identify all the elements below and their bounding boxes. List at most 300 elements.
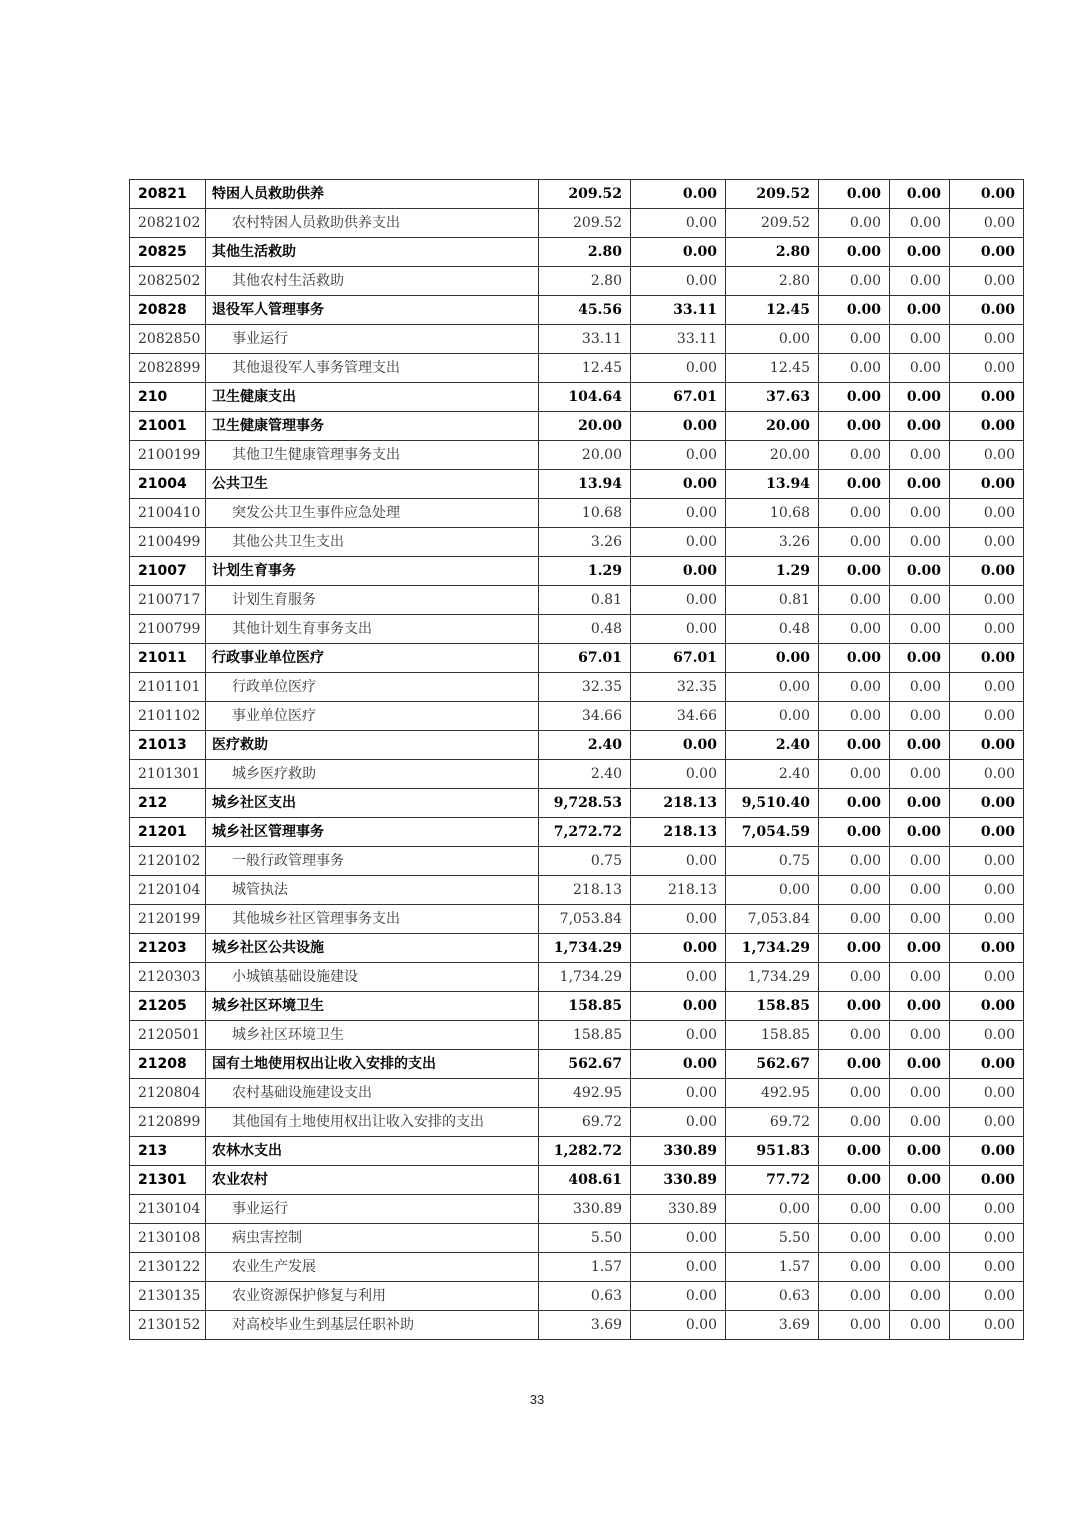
cell-code: 2100410 (130, 499, 206, 528)
cell-col6: 0.00 (950, 441, 1024, 470)
table-row (130, 1282, 1024, 1311)
cell-col6: 0.00 (950, 760, 1024, 789)
cell-code: 21007 (130, 557, 206, 586)
cell-col5: 0.00 (890, 383, 950, 412)
cell-col4: 0.00 (819, 1311, 890, 1340)
table-row (130, 1311, 1024, 1340)
page-number: 33 (529, 1392, 545, 1407)
cell-col5: 0.00 (890, 847, 950, 876)
cell-col4: 0.00 (819, 296, 890, 325)
cell-basic: 330.89 (631, 1166, 726, 1195)
cell-total: 158.85 (539, 992, 631, 1021)
cell-name: 城乡社区公共设施 (206, 934, 539, 963)
cell-total: 0.81 (539, 586, 631, 615)
cell-project: 12.45 (726, 354, 819, 383)
table-row (130, 470, 1024, 499)
cell-total: 209.52 (539, 209, 631, 238)
cell-name: 事业运行 (206, 1195, 539, 1224)
cell-col4: 0.00 (819, 1021, 890, 1050)
cell-project: 2.80 (726, 238, 819, 267)
cell-total: 1,734.29 (539, 963, 631, 992)
cell-project: 77.72 (726, 1166, 819, 1195)
cell-name: 公共卫生 (206, 470, 539, 499)
cell-col4: 0.00 (819, 963, 890, 992)
cell-basic: 0.00 (631, 499, 726, 528)
cell-col4: 0.00 (819, 557, 890, 586)
cell-name: 其他国有土地使用权出让收入安排的支出 (206, 1108, 539, 1137)
cell-col6: 0.00 (950, 528, 1024, 557)
cell-col5: 0.00 (890, 876, 950, 905)
cell-code: 2130108 (130, 1224, 206, 1253)
cell-col4: 0.00 (819, 1050, 890, 1079)
cell-col6: 0.00 (950, 557, 1024, 586)
cell-code: 2100799 (130, 615, 206, 644)
cell-code: 2082899 (130, 354, 206, 383)
cell-name: 城乡社区支出 (206, 789, 539, 818)
cell-col4: 0.00 (819, 934, 890, 963)
cell-name: 农业农村 (206, 1166, 539, 1195)
cell-basic: 34.66 (631, 702, 726, 731)
cell-basic: 0.00 (631, 1050, 726, 1079)
cell-project: 12.45 (726, 296, 819, 325)
cell-total: 12.45 (539, 354, 631, 383)
cell-project: 1,734.29 (726, 963, 819, 992)
cell-col4: 0.00 (819, 383, 890, 412)
cell-col6: 0.00 (950, 1137, 1024, 1166)
cell-name: 一般行政管理事务 (206, 847, 539, 876)
cell-code: 2130135 (130, 1282, 206, 1311)
cell-col5: 0.00 (890, 267, 950, 296)
cell-col5: 0.00 (890, 325, 950, 354)
table-row (130, 934, 1024, 963)
cell-col6: 0.00 (950, 1311, 1024, 1340)
cell-name: 城管执法 (206, 876, 539, 905)
cell-total: 158.85 (539, 1021, 631, 1050)
cell-code: 2120303 (130, 963, 206, 992)
cell-basic: 0.00 (631, 441, 726, 470)
cell-col5: 0.00 (890, 615, 950, 644)
cell-name: 其他公共卫生支出 (206, 528, 539, 557)
table-row (130, 296, 1024, 325)
cell-code: 21013 (130, 731, 206, 760)
cell-col6: 0.00 (950, 1166, 1024, 1195)
cell-total: 10.68 (539, 499, 631, 528)
cell-col6: 0.00 (950, 267, 1024, 296)
table-row (130, 673, 1024, 702)
cell-col6: 0.00 (950, 209, 1024, 238)
cell-name: 农林水支出 (206, 1137, 539, 1166)
table-row (130, 1021, 1024, 1050)
cell-basic: 0.00 (631, 992, 726, 1021)
cell-basic: 0.00 (631, 934, 726, 963)
cell-col4: 0.00 (819, 847, 890, 876)
cell-total: 408.61 (539, 1166, 631, 1195)
cell-basic: 0.00 (631, 180, 726, 209)
table-row (130, 789, 1024, 818)
cell-basic: 330.89 (631, 1137, 726, 1166)
cell-col4: 0.00 (819, 1282, 890, 1311)
cell-total: 32.35 (539, 673, 631, 702)
cell-total: 20.00 (539, 412, 631, 441)
cell-name: 计划生育服务 (206, 586, 539, 615)
table-row (130, 267, 1024, 296)
cell-total: 13.94 (539, 470, 631, 499)
cell-basic: 0.00 (631, 412, 726, 441)
cell-total: 2.40 (539, 731, 631, 760)
table-row (130, 992, 1024, 1021)
cell-project: 5.50 (726, 1224, 819, 1253)
cell-col5: 0.00 (890, 702, 950, 731)
cell-col4: 0.00 (819, 1166, 890, 1195)
cell-code: 20828 (130, 296, 206, 325)
cell-col5: 0.00 (890, 673, 950, 702)
cell-col5: 0.00 (890, 1050, 950, 1079)
cell-col4: 0.00 (819, 180, 890, 209)
cell-total: 9,728.53 (539, 789, 631, 818)
cell-col6: 0.00 (950, 238, 1024, 267)
cell-project: 1.57 (726, 1253, 819, 1282)
cell-col5: 0.00 (890, 1021, 950, 1050)
cell-basic: 218.13 (631, 818, 726, 847)
table-row (130, 1108, 1024, 1137)
cell-col6: 0.00 (950, 673, 1024, 702)
cell-basic: 0.00 (631, 209, 726, 238)
cell-code: 212 (130, 789, 206, 818)
cell-total: 2.40 (539, 760, 631, 789)
cell-col5: 0.00 (890, 499, 950, 528)
cell-col4: 0.00 (819, 267, 890, 296)
table-row (130, 1050, 1024, 1079)
cell-basic: 0.00 (631, 470, 726, 499)
cell-col5: 0.00 (890, 1282, 950, 1311)
cell-name: 行政单位医疗 (206, 673, 539, 702)
cell-col5: 0.00 (890, 1224, 950, 1253)
cell-col4: 0.00 (819, 702, 890, 731)
cell-col4: 0.00 (819, 1137, 890, 1166)
cell-col4: 0.00 (819, 1253, 890, 1282)
cell-col4: 0.00 (819, 1079, 890, 1108)
cell-code: 213 (130, 1137, 206, 1166)
cell-name: 医疗救助 (206, 731, 539, 760)
table-row (130, 528, 1024, 557)
cell-col4: 0.00 (819, 499, 890, 528)
cell-basic: 0.00 (631, 267, 726, 296)
cell-basic: 0.00 (631, 586, 726, 615)
cell-col6: 0.00 (950, 180, 1024, 209)
cell-total: 209.52 (539, 180, 631, 209)
cell-project: 209.52 (726, 209, 819, 238)
cell-code: 21001 (130, 412, 206, 441)
cell-project: 9,510.40 (726, 789, 819, 818)
table-row (130, 1166, 1024, 1195)
cell-code: 2082102 (130, 209, 206, 238)
cell-project: 7,053.84 (726, 905, 819, 934)
cell-col5: 0.00 (890, 1195, 950, 1224)
cell-project: 209.52 (726, 180, 819, 209)
cell-col6: 0.00 (950, 847, 1024, 876)
cell-project: 0.63 (726, 1282, 819, 1311)
cell-col4: 0.00 (819, 731, 890, 760)
cell-code: 20825 (130, 238, 206, 267)
cell-code: 21203 (130, 934, 206, 963)
cell-project: 3.69 (726, 1311, 819, 1340)
cell-col5: 0.00 (890, 731, 950, 760)
cell-col4: 0.00 (819, 325, 890, 354)
cell-basic: 0.00 (631, 238, 726, 267)
cell-project: 951.83 (726, 1137, 819, 1166)
cell-col6: 0.00 (950, 383, 1024, 412)
cell-col5: 0.00 (890, 1311, 950, 1340)
cell-basic: 0.00 (631, 1282, 726, 1311)
cell-total: 34.66 (539, 702, 631, 731)
cell-col4: 0.00 (819, 1195, 890, 1224)
cell-col6: 0.00 (950, 905, 1024, 934)
cell-code: 20821 (130, 180, 206, 209)
cell-name: 其他卫生健康管理事务支出 (206, 441, 539, 470)
cell-col4: 0.00 (819, 615, 890, 644)
cell-code: 2101102 (130, 702, 206, 731)
cell-name: 卫生健康支出 (206, 383, 539, 412)
cell-total: 2.80 (539, 238, 631, 267)
cell-col4: 0.00 (819, 412, 890, 441)
cell-code: 2101101 (130, 673, 206, 702)
cell-col5: 0.00 (890, 934, 950, 963)
cell-project: 3.26 (726, 528, 819, 557)
cell-basic: 0.00 (631, 760, 726, 789)
cell-basic: 0.00 (631, 354, 726, 383)
cell-name: 病虫害控制 (206, 1224, 539, 1253)
cell-col4: 0.00 (819, 354, 890, 383)
cell-basic: 0.00 (631, 847, 726, 876)
cell-name: 国有土地使用权出让收入安排的支出 (206, 1050, 539, 1079)
cell-name: 行政事业单位医疗 (206, 644, 539, 673)
cell-col5: 0.00 (890, 412, 950, 441)
cell-col6: 0.00 (950, 499, 1024, 528)
cell-total: 330.89 (539, 1195, 631, 1224)
cell-col6: 0.00 (950, 1079, 1024, 1108)
cell-col5: 0.00 (890, 789, 950, 818)
cell-basic: 0.00 (631, 1108, 726, 1137)
cell-col5: 0.00 (890, 1079, 950, 1108)
cell-name: 特困人员救助供养 (206, 180, 539, 209)
cell-col5: 0.00 (890, 644, 950, 673)
cell-basic: 0.00 (631, 557, 726, 586)
cell-col4: 0.00 (819, 876, 890, 905)
cell-basic: 218.13 (631, 876, 726, 905)
cell-col6: 0.00 (950, 1195, 1024, 1224)
cell-code: 21205 (130, 992, 206, 1021)
cell-code: 2130104 (130, 1195, 206, 1224)
cell-total: 218.13 (539, 876, 631, 905)
cell-col6: 0.00 (950, 1021, 1024, 1050)
cell-col4: 0.00 (819, 1108, 890, 1137)
cell-col5: 0.00 (890, 760, 950, 789)
cell-name: 农村基础设施建设支出 (206, 1079, 539, 1108)
table-row (130, 325, 1024, 354)
table-row (130, 702, 1024, 731)
cell-name: 事业单位医疗 (206, 702, 539, 731)
table-row (130, 876, 1024, 905)
cell-col6: 0.00 (950, 1282, 1024, 1311)
cell-col4: 0.00 (819, 760, 890, 789)
cell-col5: 0.00 (890, 528, 950, 557)
cell-col6: 0.00 (950, 615, 1024, 644)
cell-col4: 0.00 (819, 238, 890, 267)
cell-project: 0.75 (726, 847, 819, 876)
cell-name: 城乡医疗救助 (206, 760, 539, 789)
cell-total: 20.00 (539, 441, 631, 470)
cell-col5: 0.00 (890, 441, 950, 470)
cell-project: 562.67 (726, 1050, 819, 1079)
cell-col6: 0.00 (950, 1108, 1024, 1137)
cell-col4: 0.00 (819, 209, 890, 238)
cell-name: 对高校毕业生到基层任职补助 (206, 1311, 539, 1340)
cell-col6: 0.00 (950, 789, 1024, 818)
cell-col4: 0.00 (819, 673, 890, 702)
cell-project: 10.68 (726, 499, 819, 528)
table-row (130, 818, 1024, 847)
table-row (130, 963, 1024, 992)
cell-project: 492.95 (726, 1079, 819, 1108)
cell-col5: 0.00 (890, 209, 950, 238)
cell-project: 158.85 (726, 992, 819, 1021)
cell-col6: 0.00 (950, 325, 1024, 354)
cell-col5: 0.00 (890, 586, 950, 615)
table-row (130, 1253, 1024, 1282)
table-row (130, 354, 1024, 383)
cell-code: 2120501 (130, 1021, 206, 1050)
cell-total: 1,734.29 (539, 934, 631, 963)
cell-total: 45.56 (539, 296, 631, 325)
cell-col4: 0.00 (819, 441, 890, 470)
cell-project: 7,054.59 (726, 818, 819, 847)
cell-total: 0.48 (539, 615, 631, 644)
cell-project: 0.48 (726, 615, 819, 644)
cell-project: 2.40 (726, 731, 819, 760)
cell-basic: 0.00 (631, 528, 726, 557)
cell-col5: 0.00 (890, 1166, 950, 1195)
cell-basic: 33.11 (631, 296, 726, 325)
cell-total: 1.29 (539, 557, 631, 586)
budget-table (129, 179, 1024, 1340)
cell-name: 其他农村生活救助 (206, 267, 539, 296)
cell-code: 21201 (130, 818, 206, 847)
cell-name: 计划生育事务 (206, 557, 539, 586)
cell-project: 20.00 (726, 412, 819, 441)
cell-col6: 0.00 (950, 818, 1024, 847)
cell-project: 2.80 (726, 267, 819, 296)
cell-col6: 0.00 (950, 731, 1024, 760)
cell-total: 104.64 (539, 383, 631, 412)
cell-project: 1,734.29 (726, 934, 819, 963)
table-row (130, 238, 1024, 267)
cell-col5: 0.00 (890, 963, 950, 992)
cell-col6: 0.00 (950, 1050, 1024, 1079)
cell-name: 城乡社区管理事务 (206, 818, 539, 847)
cell-name: 其他计划生育事务支出 (206, 615, 539, 644)
table-row (130, 180, 1024, 209)
cell-col5: 0.00 (890, 180, 950, 209)
cell-total: 7,272.72 (539, 818, 631, 847)
cell-col6: 0.00 (950, 934, 1024, 963)
cell-total: 0.75 (539, 847, 631, 876)
table-row (130, 586, 1024, 615)
cell-basic: 67.01 (631, 644, 726, 673)
cell-code: 21011 (130, 644, 206, 673)
table-row (130, 905, 1024, 934)
cell-name: 农村特困人员救助供养支出 (206, 209, 539, 238)
cell-code: 21301 (130, 1166, 206, 1195)
cell-total: 492.95 (539, 1079, 631, 1108)
table-row (130, 209, 1024, 238)
cell-col4: 0.00 (819, 644, 890, 673)
cell-total: 3.69 (539, 1311, 631, 1340)
cell-basic: 0.00 (631, 1079, 726, 1108)
cell-name: 农业生产发展 (206, 1253, 539, 1282)
table-row (130, 383, 1024, 412)
cell-col5: 0.00 (890, 557, 950, 586)
cell-code: 2130152 (130, 1311, 206, 1340)
cell-name: 城乡社区环境卫生 (206, 992, 539, 1021)
cell-code: 2082502 (130, 267, 206, 296)
cell-project: 0.00 (726, 644, 819, 673)
cell-col4: 0.00 (819, 528, 890, 557)
cell-code: 2120102 (130, 847, 206, 876)
table-row (130, 1137, 1024, 1166)
cell-code: 2082850 (130, 325, 206, 354)
cell-col5: 0.00 (890, 1137, 950, 1166)
table-row (130, 731, 1024, 760)
cell-project: 37.63 (726, 383, 819, 412)
cell-total: 7,053.84 (539, 905, 631, 934)
cell-project: 0.00 (726, 325, 819, 354)
cell-col6: 0.00 (950, 963, 1024, 992)
table-row (130, 847, 1024, 876)
cell-basic: 330.89 (631, 1195, 726, 1224)
cell-code: 2100499 (130, 528, 206, 557)
cell-col5: 0.00 (890, 992, 950, 1021)
cell-basic: 0.00 (631, 1021, 726, 1050)
cell-col6: 0.00 (950, 1253, 1024, 1282)
cell-total: 2.80 (539, 267, 631, 296)
table-row (130, 644, 1024, 673)
cell-project: 0.00 (726, 1195, 819, 1224)
cell-name: 事业运行 (206, 325, 539, 354)
cell-col5: 0.00 (890, 1108, 950, 1137)
cell-basic: 0.00 (631, 963, 726, 992)
table-body (130, 180, 1024, 1340)
cell-code: 2100199 (130, 441, 206, 470)
cell-col6: 0.00 (950, 354, 1024, 383)
cell-basic: 0.00 (631, 905, 726, 934)
cell-project: 2.40 (726, 760, 819, 789)
cell-name: 其他生活救助 (206, 238, 539, 267)
cell-name: 农业资源保护修复与利用 (206, 1282, 539, 1311)
cell-col6: 0.00 (950, 992, 1024, 1021)
cell-code: 21208 (130, 1050, 206, 1079)
cell-code: 2101301 (130, 760, 206, 789)
cell-col6: 0.00 (950, 296, 1024, 325)
table-row (130, 1224, 1024, 1253)
cell-total: 1.57 (539, 1253, 631, 1282)
cell-basic: 0.00 (631, 1311, 726, 1340)
cell-total: 1,282.72 (539, 1137, 631, 1166)
cell-name: 小城镇基础设施建设 (206, 963, 539, 992)
cell-project: 1.29 (726, 557, 819, 586)
cell-basic: 0.00 (631, 615, 726, 644)
cell-project: 158.85 (726, 1021, 819, 1050)
cell-basic: 218.13 (631, 789, 726, 818)
